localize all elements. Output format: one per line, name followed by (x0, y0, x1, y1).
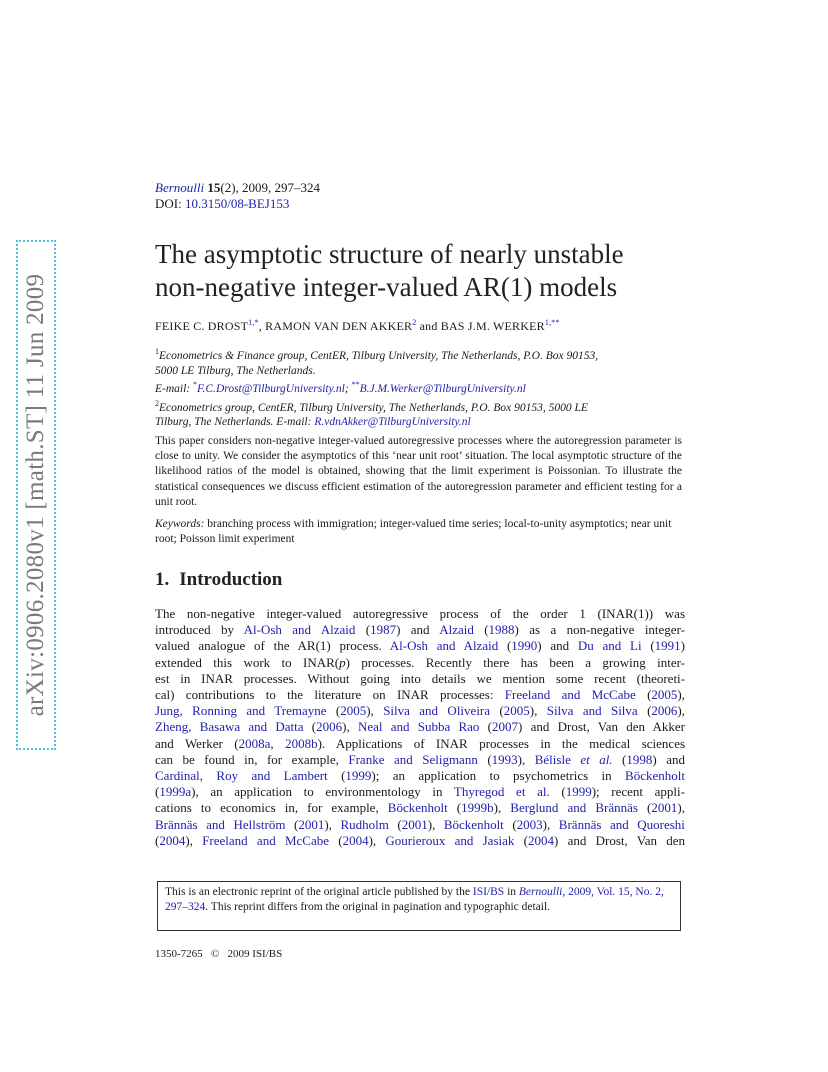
citation-link[interactable]: 2005 (651, 687, 678, 703)
reprint-pre: This is an electronic reprint of the original article published by the (165, 886, 473, 898)
citation-link[interactable]: Freeland and McCabe (202, 832, 329, 848)
journal-name-link[interactable]: Bernoulli (155, 180, 205, 195)
intro-text: ( (514, 832, 528, 848)
intro-text: ( (155, 784, 160, 800)
citation-link[interactable]: Alzaid (439, 622, 474, 638)
intro-paragraph (155, 606, 685, 849)
intro-text: ), (493, 800, 511, 816)
intro-text: ), (342, 719, 358, 735)
author-3-sup[interactable]: 1,** (544, 318, 560, 327)
intro-text: ); recent appli- (591, 784, 685, 800)
citation-link[interactable]: Al-Osh and Alzaid (243, 622, 356, 638)
isi-bs-link[interactable]: ISI/BS (472, 886, 505, 898)
aff1-line-2: 5000 LE Tilburg, The Netherlands. (155, 364, 316, 377)
intro-text: ), (185, 832, 203, 848)
copyright-symbol: © (210, 948, 220, 960)
citation-link[interactable]: Franke and Seligmann (348, 751, 478, 767)
citation-link[interactable]: 2005 (503, 703, 530, 719)
affiliations (155, 345, 680, 430)
intro-text: ( (498, 638, 512, 654)
intro-text: extended this work to INAR( (155, 654, 340, 670)
page-footer (155, 948, 282, 960)
intro-line (155, 719, 685, 735)
arxiv-id: arXiv:0906.2080v1 [math.ST] 11 Jun 2009 (22, 273, 49, 717)
title-line-2: non-negative integer-valued AR(1) models (155, 272, 618, 302)
citation-link[interactable]: 2004 (342, 832, 369, 848)
journal-issue: (2), 2009, 297–324 (220, 180, 321, 195)
intro-text: ) and Drost, Van den Akker (518, 719, 685, 735)
author-1-sup[interactable]: 1,* (248, 318, 259, 327)
author-2: RAMON VAN DEN AKKER (265, 319, 413, 333)
citation-link[interactable]: 2003 (516, 816, 543, 832)
paper-title (155, 238, 624, 304)
keywords (155, 517, 682, 547)
citation-link[interactable]: Thyregod et al. (453, 784, 550, 800)
citation-link[interactable]: 1993 (491, 751, 518, 767)
intro-text: ), an application to environmentology in (191, 784, 454, 800)
intro-text: ( (328, 832, 343, 848)
intro-text: The non-negative integer-valued autoregressive process of the order 1 (INAR(1)) was (155, 606, 685, 621)
intro-line (155, 800, 685, 816)
intro-text: ( (549, 784, 566, 800)
intro-text: ) (680, 638, 685, 654)
journal-header (155, 180, 320, 212)
citation-link[interactable]: Böckenholt (387, 800, 448, 816)
intro-text: ( (477, 751, 492, 767)
aff2-sup: 2 (155, 398, 159, 408)
citation-link[interactable]: 1988 (488, 622, 515, 638)
intro-text: and Werker ( (155, 735, 239, 751)
intro-text: ( (285, 816, 299, 832)
title-line-1: The asymptotic structure of nearly unstable (155, 239, 624, 269)
intro-text: can be found in, for example, (155, 751, 349, 767)
citation-link[interactable]: 2005 (340, 703, 367, 719)
email-label: E-mail: (155, 383, 194, 396)
citation-link[interactable]: Cardinal, Roy and Lambert (155, 768, 328, 784)
section-number: 1. (155, 569, 170, 590)
citation-link[interactable]: Silva and Oliveira (383, 703, 491, 719)
reprint-mid: in (504, 886, 519, 898)
email1-link[interactable]: F.C.Drost@TilburgUniversity.nl (197, 383, 345, 396)
citation-link[interactable]: 2006 (651, 703, 678, 719)
intro-text: ) and (652, 751, 685, 767)
intro-text: ), (427, 816, 444, 832)
intro-text: valued analogue of the AR(1) process. (155, 638, 390, 654)
intro-text: introduced by (155, 622, 244, 638)
citation-link[interactable]: Böckenholt (443, 816, 504, 832)
intro-text: ) and (537, 638, 578, 654)
intro-text: p (339, 654, 346, 670)
intro-text: ), (368, 832, 386, 848)
citation-link[interactable]: 2001 (401, 816, 428, 832)
intro-text: ( (355, 622, 371, 638)
intro-text: ). Applications of INAR processes in the medical sciences (317, 735, 686, 751)
intro-line (155, 606, 685, 622)
intro-text: ), (529, 703, 547, 719)
citation-link[interactable]: Jung, Ronning and Tremayne (155, 703, 327, 719)
intro-text: ), (677, 687, 685, 703)
email2-link[interactable]: B.J.M.Werker@TilburgUniversity.nl (359, 383, 526, 396)
volume-link[interactable]: 2009, Vol. 15, No. 2, 297–324 (165, 886, 664, 913)
aff2-line-1: Econometrics group, CentER, Tilburg University, The Netherlands, P.O. Box 90153, 5000 LE (159, 401, 588, 414)
intro-text: ) and Drost, Van den (554, 832, 685, 848)
citation-link[interactable]: Berglund and Brännäs (510, 800, 638, 816)
intro-text: ( (327, 768, 346, 784)
citation-link[interactable]: Gourieroux and Jasiak (385, 832, 515, 848)
citation-link[interactable]: Silva and Silva (546, 703, 638, 719)
intro-line (155, 655, 685, 671)
intro-line (155, 784, 685, 800)
intro-line (155, 687, 685, 703)
intro-line (155, 768, 685, 784)
intro-line (155, 622, 685, 638)
author-1: FEIKE C. DROST (155, 319, 249, 333)
intro-line (155, 833, 685, 849)
email-sep: ; (344, 383, 352, 396)
intro-text: ( (326, 703, 341, 719)
doi-label: DOI: (155, 196, 182, 211)
intro-line (155, 638, 685, 654)
intro-text: ); an application to psychometrics in (371, 768, 626, 784)
intro-text: , (270, 735, 286, 751)
intro-text: ), (677, 703, 685, 719)
intro-line (155, 736, 685, 752)
citation-link[interactable]: 2001 (298, 816, 325, 832)
citation-link[interactable]: 2001 (651, 800, 678, 816)
intro-text: ( (637, 703, 652, 719)
intro-text: ( (473, 622, 489, 638)
abstract: This paper considers non-negative integer-valued autoregressive processes where the autoregression parameter is close to unity. We consider the asymptotics of this ‘near unit root’ situation. The local asymptotic structure of the likelihood ratios of the model is obtained, showing that the limit experiment is Poissonian. To illustrate the statistical consequences we discuss efficient estimation of the autoregression parameter and efficient testing for a unit root. (155, 435, 682, 508)
issn: 1350-7265 (155, 948, 203, 960)
citation-link[interactable]: Brännäs and Quoreshi (558, 816, 685, 832)
intro-line (155, 752, 685, 768)
author-3: BAS J.M. WERKER (440, 319, 545, 333)
citation-link[interactable]: 1999 (565, 784, 592, 800)
bernoulli-link[interactable]: Bernoulli (518, 886, 563, 898)
doi-link[interactable]: 10.3150/08-BEJ153 (184, 196, 290, 211)
section-title: Introduction (179, 569, 283, 590)
arxiv-stamp (16, 240, 56, 750)
intro-line (155, 671, 685, 687)
intro-text: ), (517, 751, 535, 767)
intro-text: ), (677, 800, 685, 816)
citation-link[interactable]: Rudholm (340, 816, 389, 832)
intro-line (155, 817, 685, 833)
citation-link[interactable]: 1998 (626, 751, 653, 767)
intro-text: ( (303, 719, 317, 735)
author-list (155, 318, 560, 334)
intro-text: cal) contributions to the literature on INAR processes: (155, 687, 505, 703)
reprint-comma: , (562, 886, 566, 898)
citation-link[interactable]: 1987 (370, 622, 397, 638)
email3-link[interactable]: R.vdnAkker@TilburgUniversity.nl (314, 416, 471, 429)
author-and: and (416, 319, 441, 333)
citation-link[interactable]: 2004 (159, 832, 186, 848)
citation-link[interactable]: Zheng, Basawa and Datta (155, 719, 304, 735)
intro-text: ( (612, 751, 627, 767)
intro-text: ), (366, 703, 384, 719)
intro-text: ( (641, 638, 655, 654)
citation-link[interactable]: Al-Osh and Alzaid (389, 638, 499, 654)
intro-text: ( (635, 687, 652, 703)
citation-link[interactable]: Du and Li (577, 638, 642, 654)
keywords-text: branching process with immigration; integer-valued time series; local-to-unity asymptotics; near unit root; Poisson limit experiment (155, 518, 672, 546)
intro-text: ( (637, 800, 652, 816)
citation-link[interactable]: 2007 (492, 719, 519, 735)
author-separator: , (258, 319, 266, 333)
citation-link[interactable]: 1999a (159, 784, 192, 800)
intro-text: ( (155, 832, 160, 848)
citation-link[interactable]: Freeland and McCabe (504, 687, 636, 703)
citation-link[interactable]: 2008a (238, 735, 271, 751)
intro-text: ( (503, 816, 517, 832)
intro-text: ), (324, 816, 341, 832)
intro-text: ( (479, 719, 493, 735)
citation-link[interactable]: 1990 (511, 638, 538, 654)
email1-sup: * (193, 380, 198, 390)
intro-text: ( (490, 703, 504, 719)
copyright-text: 2009 ISI/BS (227, 948, 283, 960)
intro-line (155, 703, 685, 719)
intro-text: ) as a non-negative integer- (514, 622, 685, 638)
citation-link[interactable]: Brännäs and Hellström (155, 816, 286, 832)
email2-sup: ** (351, 380, 360, 390)
citation-link[interactable]: 2004 (528, 832, 554, 848)
aff1-line-1: Econometrics & Finance group, CentER, Tilburg University, The Netherlands, P.O. Box 90153, (159, 349, 599, 362)
reprint-post: . This reprint differs from the original in pagination and typographic detail. (205, 901, 551, 913)
citation-link[interactable]: 2006 (316, 719, 343, 735)
intro-text: ), (542, 816, 559, 832)
citation-link[interactable]: Bélisle (534, 751, 581, 767)
intro-text: ( (388, 816, 402, 832)
intro-text: ) processes. Recently there has been a growing inter- (345, 654, 685, 670)
aff1-sup: 1 (155, 347, 159, 356)
intro-text: ( (447, 800, 462, 816)
citation-link[interactable]: 1999 (345, 768, 372, 784)
citation-link[interactable]: Neal and Subba Rao (357, 719, 480, 735)
aff2-line-2: Tilburg, The Netherlands. E-mail: (155, 416, 315, 429)
intro-text: ) and (396, 622, 440, 638)
citation-link[interactable]: Böckenholt (625, 768, 685, 784)
author-2-sup[interactable]: 2 (412, 318, 417, 327)
journal-volume: 15 (207, 180, 221, 195)
keywords-label: Keywords: (155, 518, 205, 530)
section-heading (155, 569, 282, 591)
citation-link[interactable]: et al. (580, 751, 613, 767)
citation-link[interactable]: 2008b (285, 735, 318, 751)
intro-text: est in INAR processes. Without going into details we mention some recent (theoreti- (155, 670, 685, 686)
citation-link[interactable]: 1991 (654, 638, 681, 654)
intro-text: cations to economics in, for example, (155, 800, 388, 816)
reprint-notice (157, 881, 681, 931)
citation-link[interactable]: 1999b (461, 800, 494, 816)
